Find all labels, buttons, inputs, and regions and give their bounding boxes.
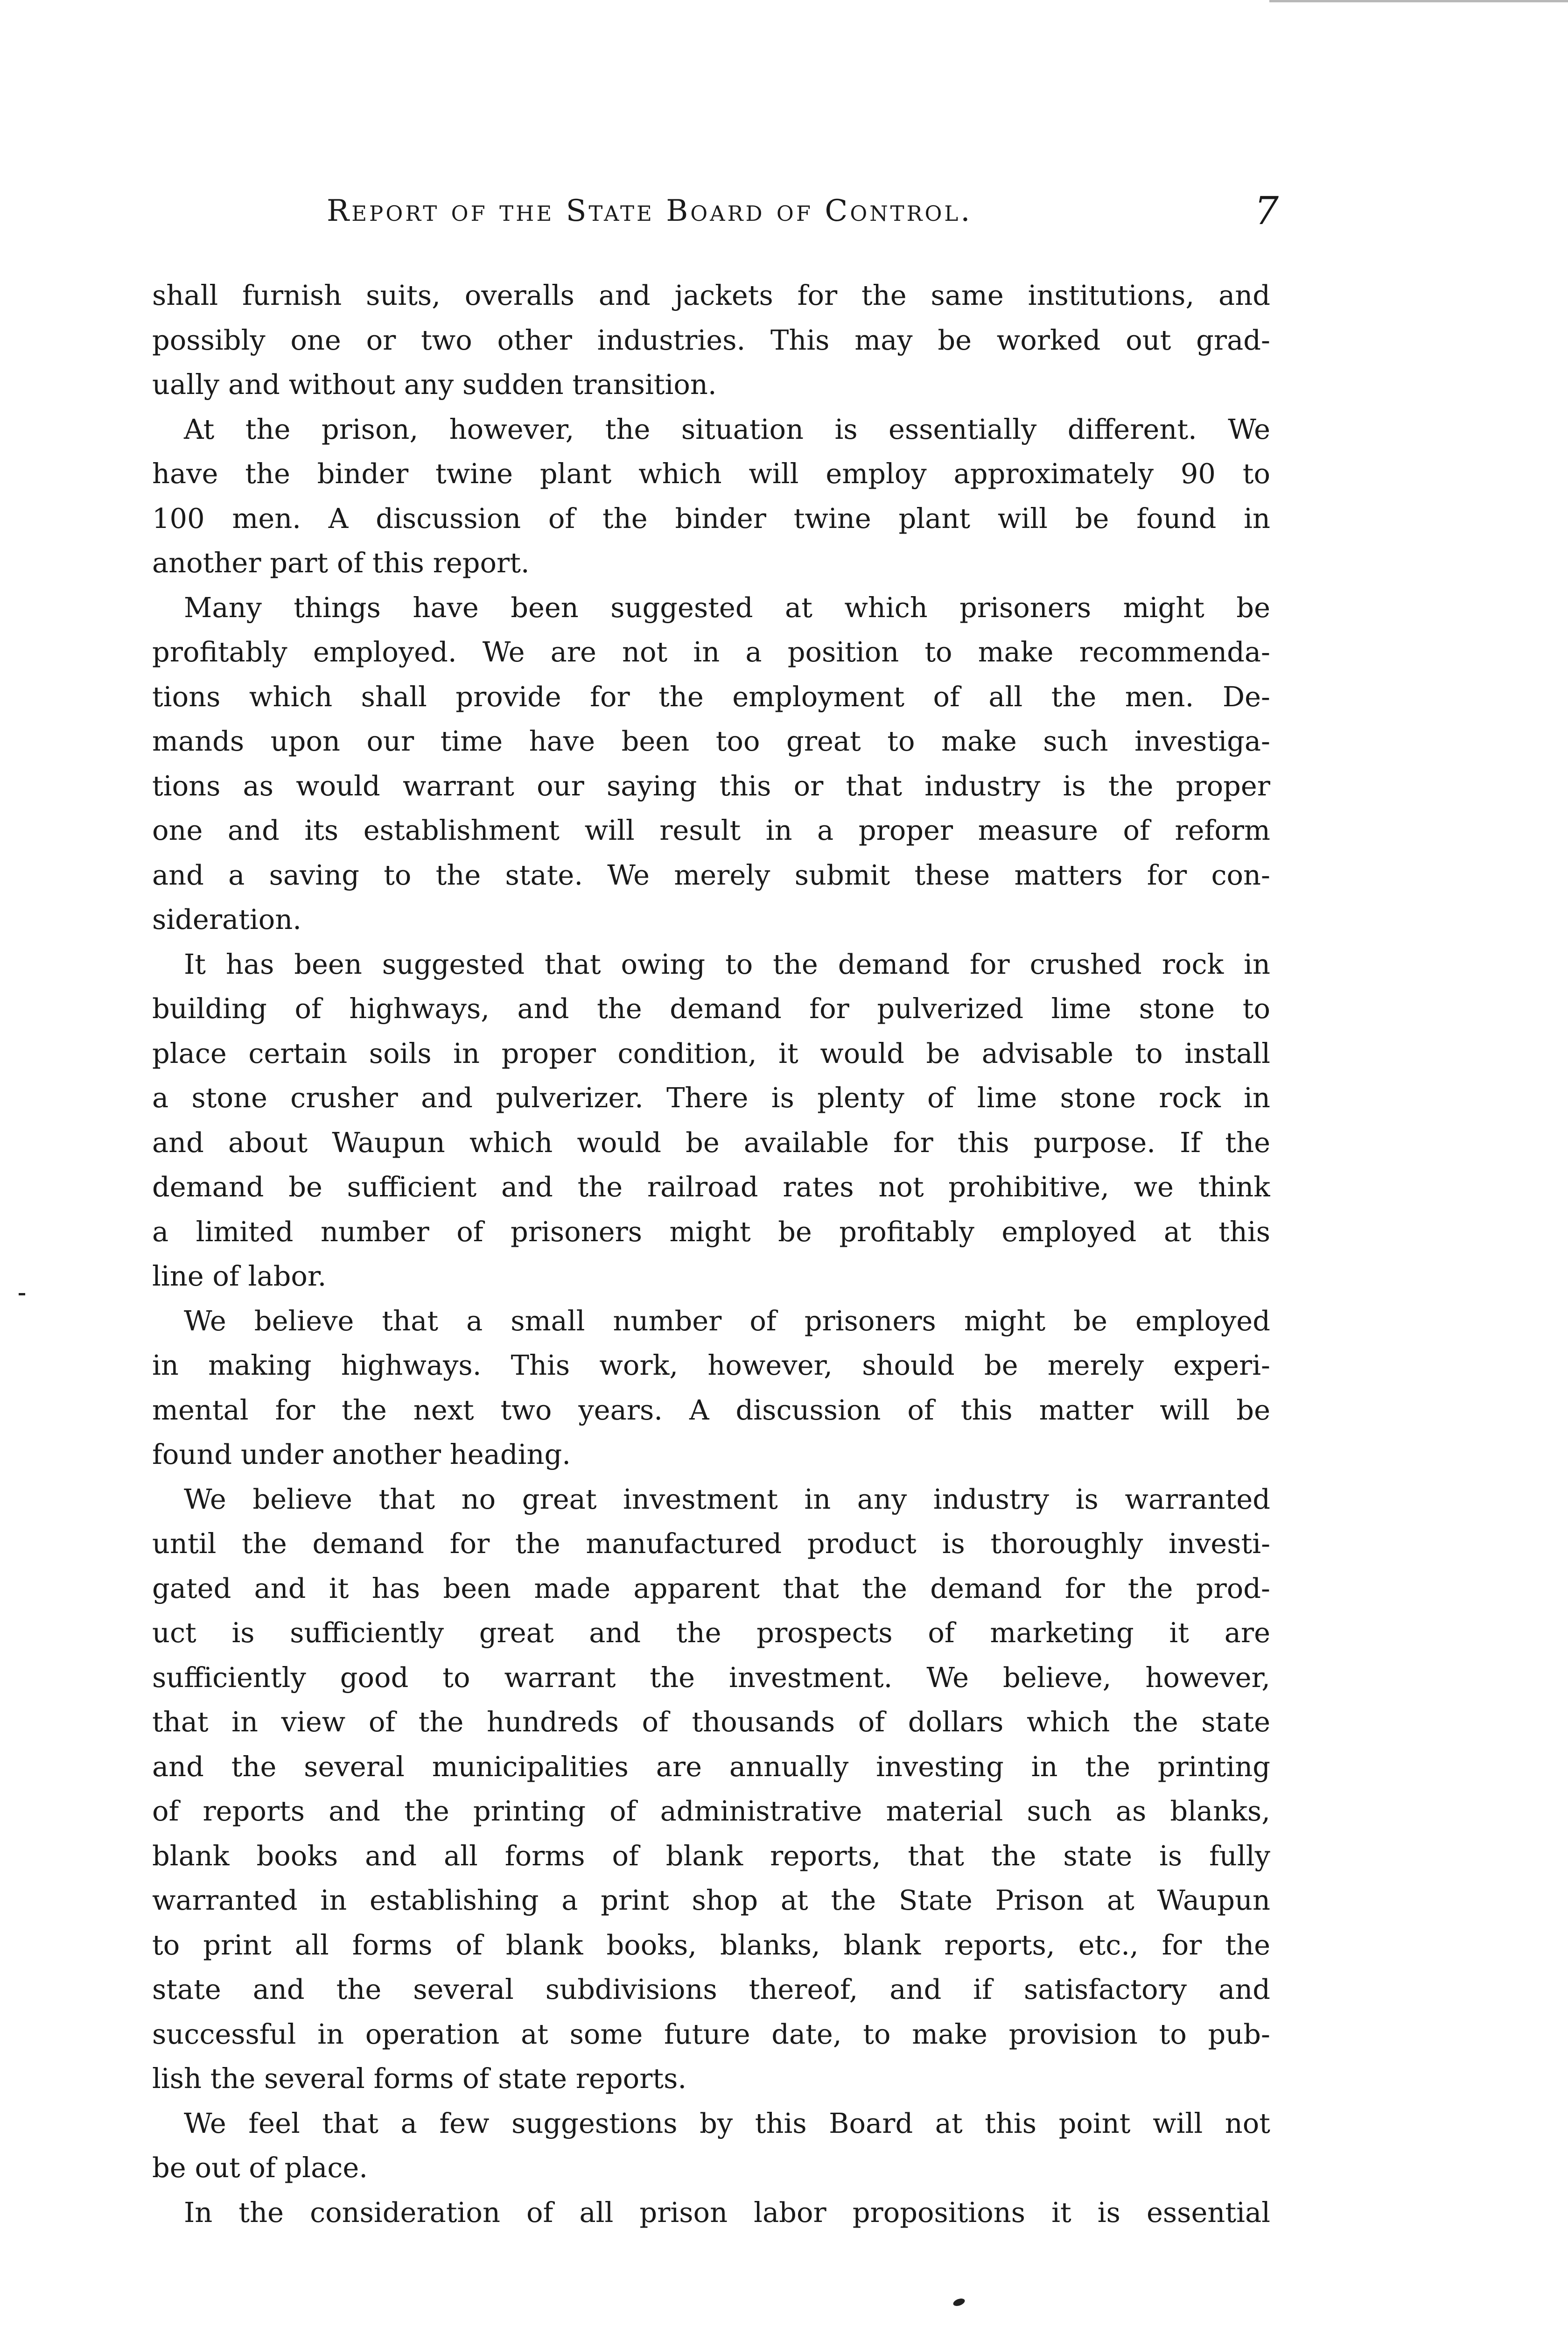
text-line: a limited number of prisoners might be profitably employed at this [152, 1215, 1270, 1248]
text-line: At the prison, however, the situation is essentially different. We [184, 413, 1270, 445]
text-line: lish the several forms of state reports. [152, 2062, 687, 2095]
text-line: be out of place. [152, 2151, 368, 2184]
text-line: that in view of the hundreds of thousands of dollars which the state [152, 1706, 1270, 1738]
scan-edge-line [1269, 0, 1568, 2]
body-text [152, 273, 1270, 2235]
text-line: successful in operation at some future date, to make provision to pub- [152, 2018, 1270, 2050]
text-line: found under another heading. [152, 1438, 571, 1470]
text-line: We feel that a few suggestions by this Board at this point will not [184, 2107, 1270, 2139]
scan-speck [19, 1293, 25, 1295]
text-line: building of highways, and the demand for pulverized lime stone to [152, 992, 1270, 1025]
header-title: Report of the State Board of Control. [327, 194, 973, 228]
text-line: and about Waupun which would be available for this purpose. If the [152, 1126, 1270, 1159]
text-line: Many things have been suggested at which prisoners might be [184, 591, 1270, 624]
text-line: warranted in establishing a print shop at the State Prison at Waupun [152, 1884, 1270, 1916]
page-number: 7 [1254, 189, 1279, 233]
running-header [327, 189, 1279, 245]
text-line: shall furnish suits, overalls and jackets for the same institutions, and [152, 279, 1270, 311]
text-line: until the demand for the manufactured product is thoroughly investi- [152, 1527, 1270, 1560]
text-line: have the binder twine plant which will employ approximately 90 to [152, 457, 1270, 490]
text-line: profitably employed. We are not in a position to make recommenda- [152, 636, 1270, 668]
text-line: uct is sufficiently great and the prospects of marketing it are [152, 1617, 1270, 1649]
text-line: tions as would warrant our saying this or that industry is the proper [152, 769, 1270, 802]
text-line: place certain soils in proper condition, it would be advisable to install [152, 1037, 1270, 1069]
text-line: a stone crusher and pulverizer. There is plenty of lime stone rock in [152, 1082, 1270, 1114]
text-line: possibly one or two other industries. This may be worked out grad- [152, 323, 1270, 356]
text-line: ually and without any sudden transition. [152, 368, 717, 401]
text-line: and a saving to the state. We merely submit these matters for con- [152, 858, 1270, 891]
text-line: state and the several subdivisions thereof, and if satisfactory and [152, 1973, 1270, 2005]
text-line: mental for the next two years. A discussion of this matter will be [152, 1393, 1270, 1426]
text-line: gated and it has been made apparent that the demand for the prod- [152, 1572, 1270, 1604]
text-line: We believe that no great investment in any industry is warranted [184, 1483, 1270, 1515]
text-line: in making highways. This work, however, should be merely experi- [152, 1349, 1270, 1381]
text-line: sufficiently good to warrant the investment. We believe, however, [152, 1661, 1270, 1694]
text-line: In the consideration of all prison labor propositions it is essential [184, 2196, 1270, 2229]
text-line: demand be sufficient and the railroad rates not prohibitive, we think [152, 1171, 1270, 1203]
text-line: and the several municipalities are annually investing in the printing [152, 1750, 1270, 1783]
text-line: line of labor. [152, 1260, 327, 1292]
text-line: 100 men. A discussion of the binder twine plant will be found in [152, 502, 1270, 534]
text-line: one and its establishment will result in a proper measure of reform [152, 814, 1270, 846]
text-line: to print all forms of blank books, blanks, blank reports, etc., for the [152, 1928, 1270, 1961]
text-line: another part of this report. [152, 547, 530, 579]
text-line: of reports and the printing of administrative material such as blanks, [152, 1795, 1270, 1827]
text-line: We believe that a small number of prisoners might be employed [184, 1304, 1270, 1337]
ink-blot [952, 2297, 966, 2307]
text-line: sideration. [152, 903, 302, 935]
text-line: tions which shall provide for the employment of all the men. De- [152, 680, 1270, 713]
text-line: mands upon our time have been too great to make such investiga- [152, 725, 1270, 757]
text-line: blank books and all forms of blank reports, that the state is fully [152, 1839, 1270, 1872]
text-line: It has been suggested that owing to the demand for crushed rock in [184, 948, 1270, 980]
